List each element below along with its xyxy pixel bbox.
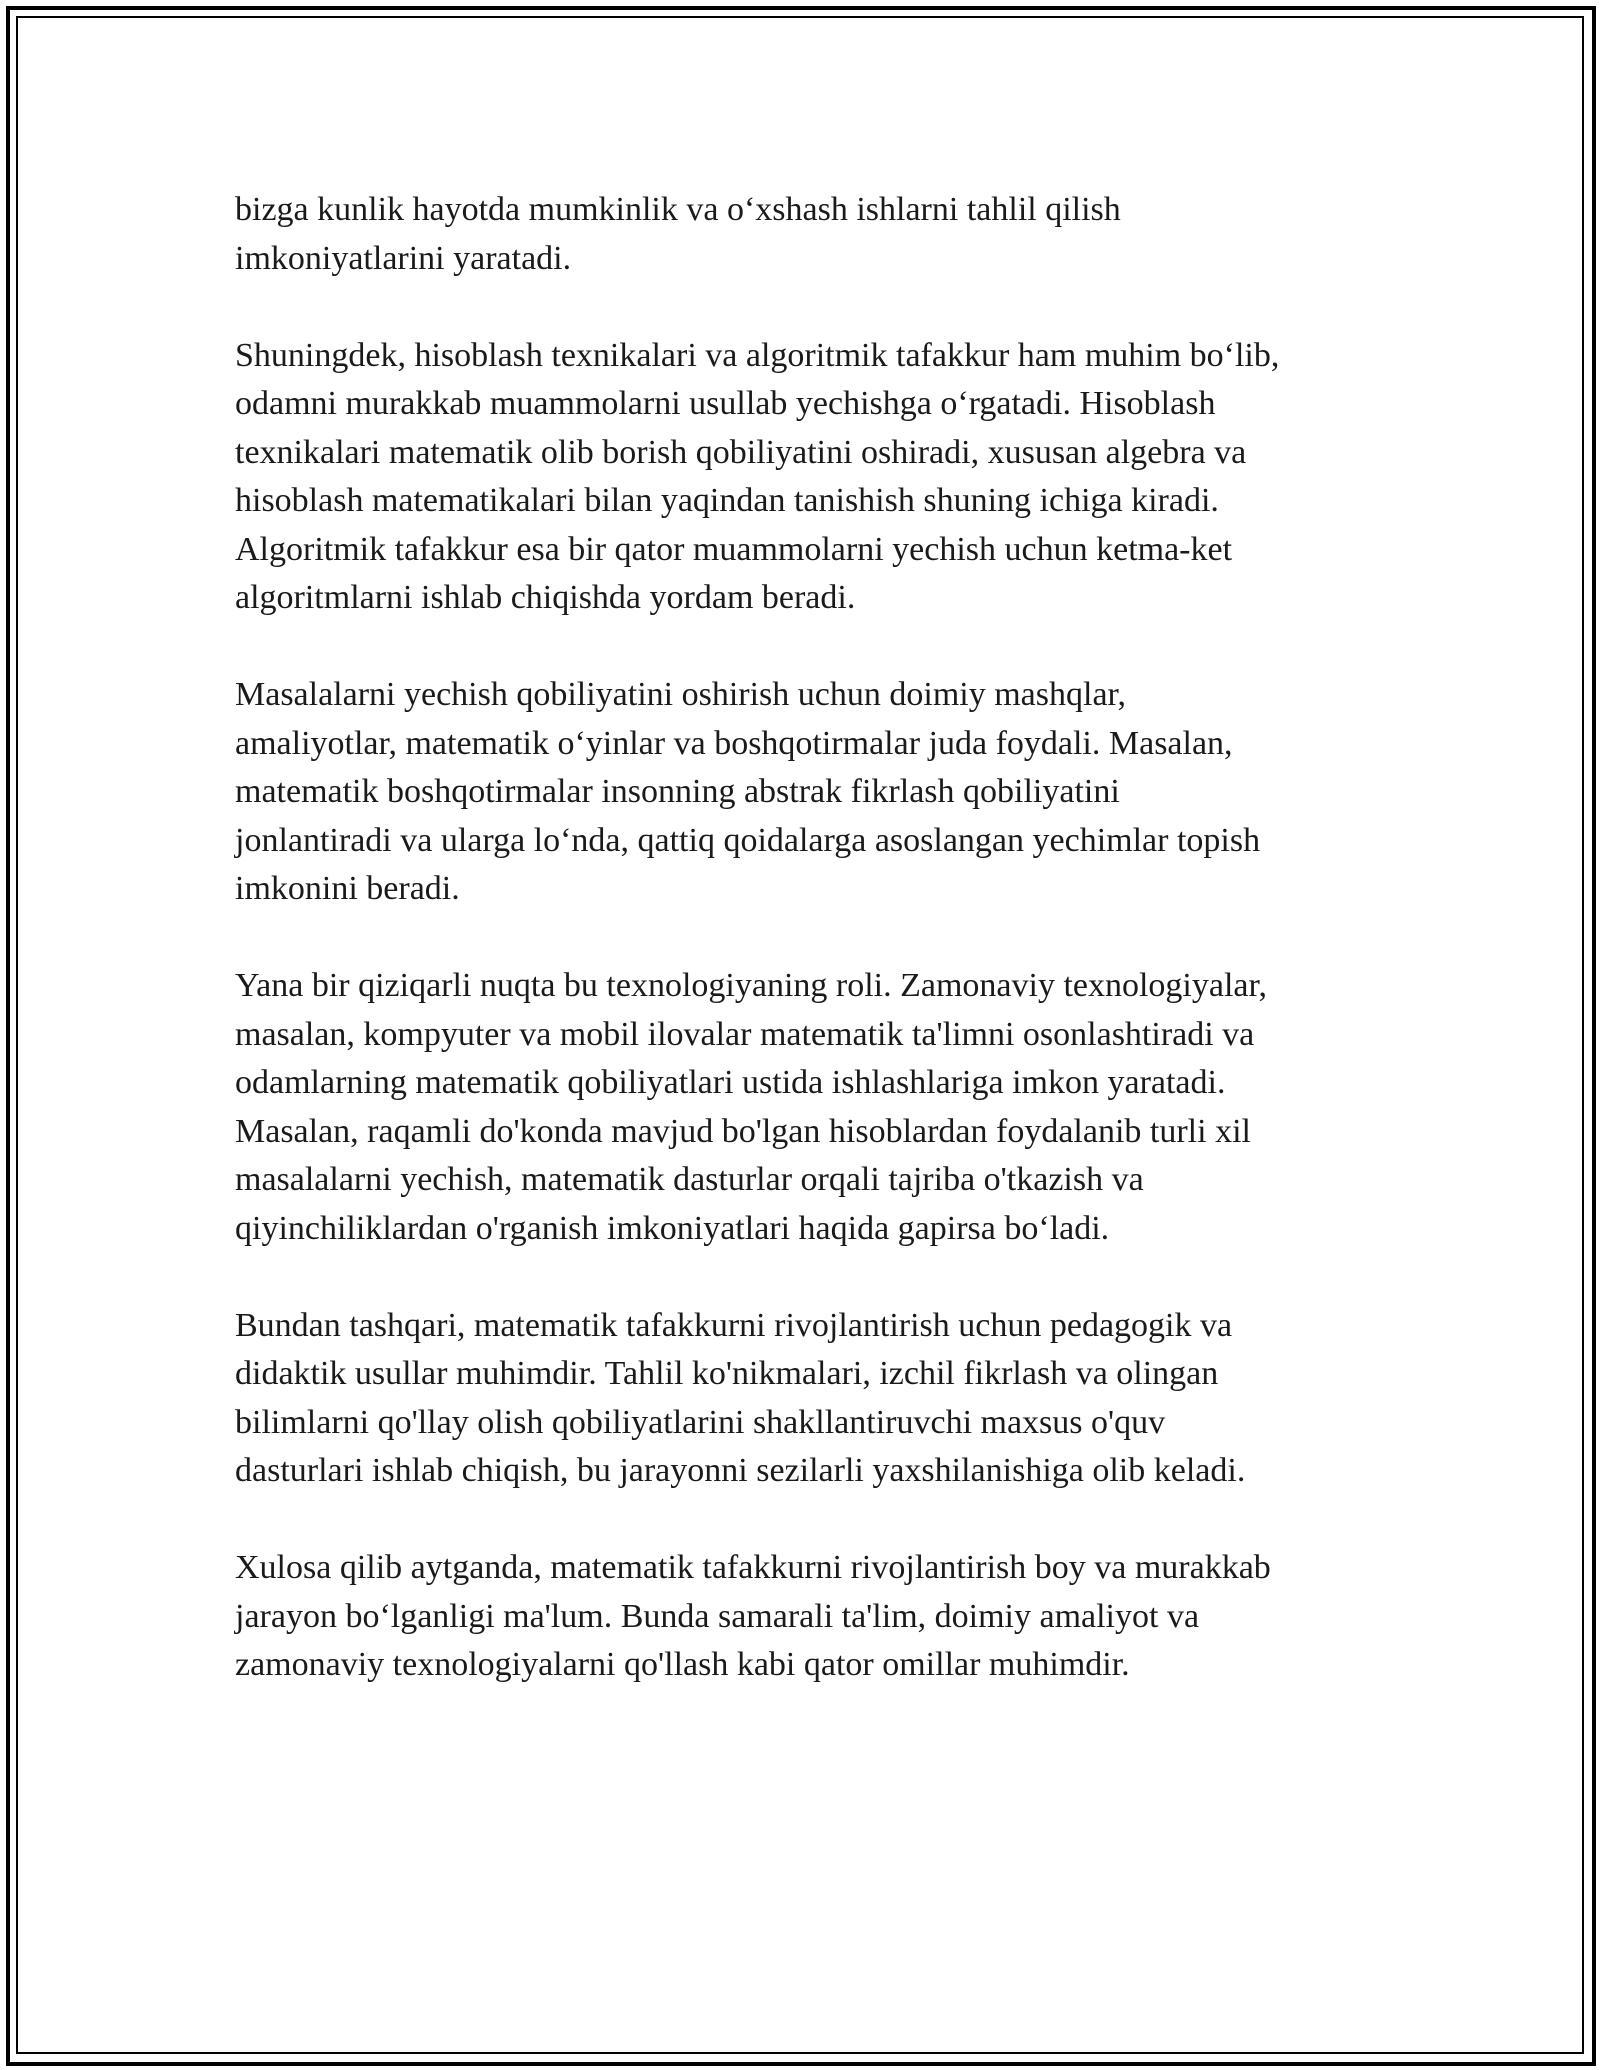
document-body xyxy=(235,186,1385,1690)
paragraph: Xulosa qilib aytganda, matematik tafakkurni rivojlantirish boy va murakkab jarayon bo‘lganligi ma'lum. Bunda samarali ta'lim, doimiy amaliyot va zamonaviy texnologiyalarni qo'llash kabi qator omillar muhimdir. xyxy=(235,1549,1271,1683)
paragraph: Shuningdek, hisoblash texnikalari va algoritmik tafakkur ham muhim bo‘lib, odamni murakkab muammolarni usullab yechishga o‘rgatadi. Hisoblash texnikalari matematik olib borish qobiliyatini oshiradi, xususan algebra va hisoblash matematikalari bilan yaqindan tanishish shuning ichiga kiradi. Algoritmik tafakkur esa bir qator muammolarni yechish uchun ketma-ket algoritmlarni ishlab chiqishda yordam beradi. xyxy=(235,336,1280,616)
paragraph: Yana bir qiziqarli nuqta bu texnologiyaning roli. Zamonaviy texnologiyalar, masalan, kompyuter va mobil ilovalar matematik ta'limni osonlashtiradi va odamlarning matematik qobiliyatlari ustida ishlashlariga imkon yaratadi. Masalan, raqamli do'konda mavjud bo'lgan hisoblardan foydalanib turli xil masalalarni yechish, matematik dasturlar orqali tajriba o'tkazish va qiyinchiliklardan o'rganish imkoniyatlari haqida gapirsa bo‘ladi. xyxy=(235,967,1267,1247)
paragraph: bizga kunlik hayotda mumkinlik va o‘xshash ishlarni tahlil qilish imkoniyatlarini yaratadi. xyxy=(235,191,1121,277)
paragraph: Masalalarni yechish qobiliyatini oshirish uchun doimiy mashqlar, amaliyotlar, matematik o‘yinlar va boshqotirmalar juda foydali. Masalan, matematik boshqotirmalar insonning abstrak fikrlash qobiliyatini jonlantiradi va ularga lo‘nda, qattiq qoidalarga asoslangan yechimlar topish imkonini beradi. xyxy=(235,676,1261,907)
paragraph: Bundan tashqari, matematik tafakkurni rivojlantirish uchun pedagogik va didaktik usullar muhimdir. Tahlil ko'nikmalari, izchil fikrlash va olingan bilimlarni qo'llay olish qobiliyatlarini shakllantiruvchi maxsus o'quv dasturlari ishlab chiqish, bu jarayonni sezilarli yaxshilanishiga olib keladi. xyxy=(235,1306,1246,1489)
